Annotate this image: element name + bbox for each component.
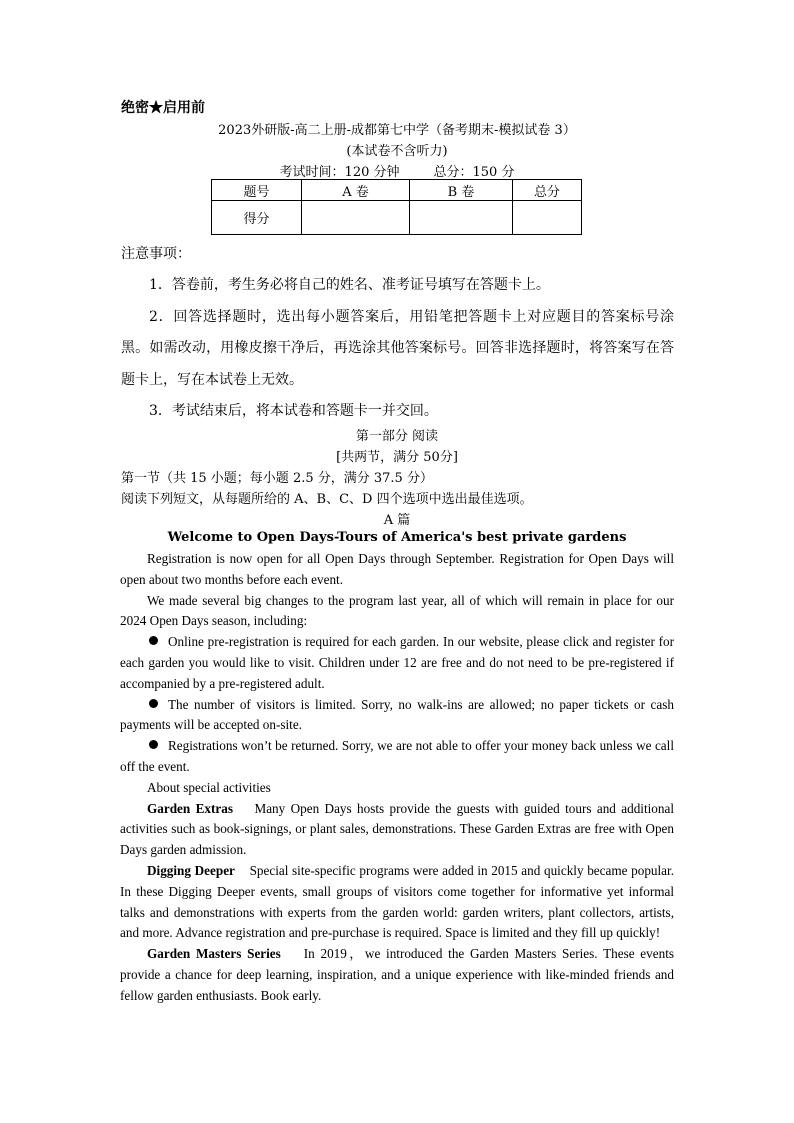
section-instruction: 阅读下列短文，从每题所给的 A、B、C、D 四个选项中选出最佳选项。 [121, 492, 533, 507]
bullet-text: Registrations won’t be returned. Sorry, we are not able to offer your money back unless we call off the event. [120, 738, 674, 774]
article-paragraph: We made several big changes to the program last year, all of which will remain in place for our 2024 Open Days season, including: [120, 592, 674, 629]
exam-subtitle: (本试卷不含听力) [346, 144, 448, 159]
section-one-title: 第一节（共 15 小题；每小题 2.5 分，满分 37.5 分） [121, 471, 433, 486]
secret-label: 绝密★启用前 [121, 100, 205, 116]
article-title: Welcome to Open Days-Tours of America's best private gardens [167, 530, 627, 545]
score-table-header [212, 180, 582, 201]
score-cell-total[interactable] [513, 201, 582, 235]
bullet-icon [149, 740, 158, 749]
garden-masters-paragraph [120, 944, 674, 1006]
part-subtitle: [共两节，满分 50分] [336, 450, 458, 465]
score-header-cell: B 卷 [410, 180, 513, 201]
bullet-item [120, 736, 674, 778]
garden-extras-paragraph [120, 799, 674, 861]
bullet-icon [149, 699, 158, 708]
score-header-cell: A 卷 [302, 180, 410, 201]
bullet-item [120, 695, 674, 737]
notes-heading: 注意事项： [121, 246, 191, 262]
garden-masters-title: Garden Masters Series [147, 946, 281, 962]
score-table [211, 179, 582, 235]
notes-list [121, 270, 674, 428]
score-header-cell: 总分 [513, 180, 582, 201]
garden-extras-title: Garden Extras [147, 800, 233, 816]
bullet-text: The number of visitors is limited. Sorry, no walk-ins are allowed; no paper tickets or cash payments will be accepted on-site. [120, 696, 674, 733]
exam-title: 2023外研版-高二上册-成都第七中学（备考期末-模拟试卷 3） [218, 123, 576, 138]
article-paragraph: Registration is now open for all Open Days through September. Registration for Open Days will open about two months before each event. [120, 551, 674, 587]
score-row-label: 得分 [212, 201, 302, 235]
digging-deeper-text: Special site-specific programs were added in 2015 and quickly became popular. In these Digging Deeper events, small groups of visitors come together for informative yet informal talks and demonstrations with experts from the garden world: garden writers, plant collectors, artists, and more. Advance registration and pre-purchase is required. Space is limited and they fill up quickly! [120, 862, 674, 941]
bullet-text: Online pre-registration is required for each garden. In our website, please click and register for each garden you would like to visit. Children under 12 are free and do not need to be pre-registered if accompanied by a pre-registered adult. [120, 634, 674, 691]
exam-time: 考试时间：120 分钟 [279, 165, 400, 180]
note-item: 2．回答选择题时，选出每小题答案后，用铅笔把答题卡上对应题目的答案标号涂黑。如需改动，用橡皮擦干净后，再选涂其他答案标号。回答非选择题时，将答案写在答题卡上，写在本试卷上无效。 [121, 308, 674, 388]
digging-deeper-title: Digging Deeper [147, 862, 235, 878]
bullet-item [120, 632, 674, 694]
exam-info [0, 161, 794, 180]
garden-masters-text: In 2019，we introduced the Garden Masters Series. These events provide a chance for deep learning, inspiration, and a unique experience with like-minded friends and fellow garden enthusiasts. Book early. [120, 946, 674, 1003]
score-cell-a[interactable] [302, 201, 410, 235]
note-item: 3．考试结束后，将本试卷和答题卡一并交回。 [149, 403, 438, 419]
garden-extras-text: Many Open Days hosts provide the guests with guided tours and additional activities such as book-signings, or plant sales, demonstrations. These Garden Extras are free with Open Days garden admission. [120, 800, 674, 858]
article-body [120, 549, 674, 1007]
score-header-cell: 题号 [212, 180, 302, 201]
score-cell-b[interactable] [410, 201, 513, 235]
exam-total: 总分：150 分 [433, 165, 515, 180]
note-item: 1．答卷前，考生务必将自己的姓名、准考证号填写在答题卡上。 [149, 277, 550, 293]
article-paragraph: About special activities [147, 779, 271, 795]
passage-label: A 篇 [383, 513, 411, 528]
score-table-row [212, 201, 582, 235]
part-title: 第一部分 阅读 [355, 429, 439, 444]
digging-deeper-paragraph [120, 861, 674, 944]
bullet-icon [149, 636, 158, 645]
